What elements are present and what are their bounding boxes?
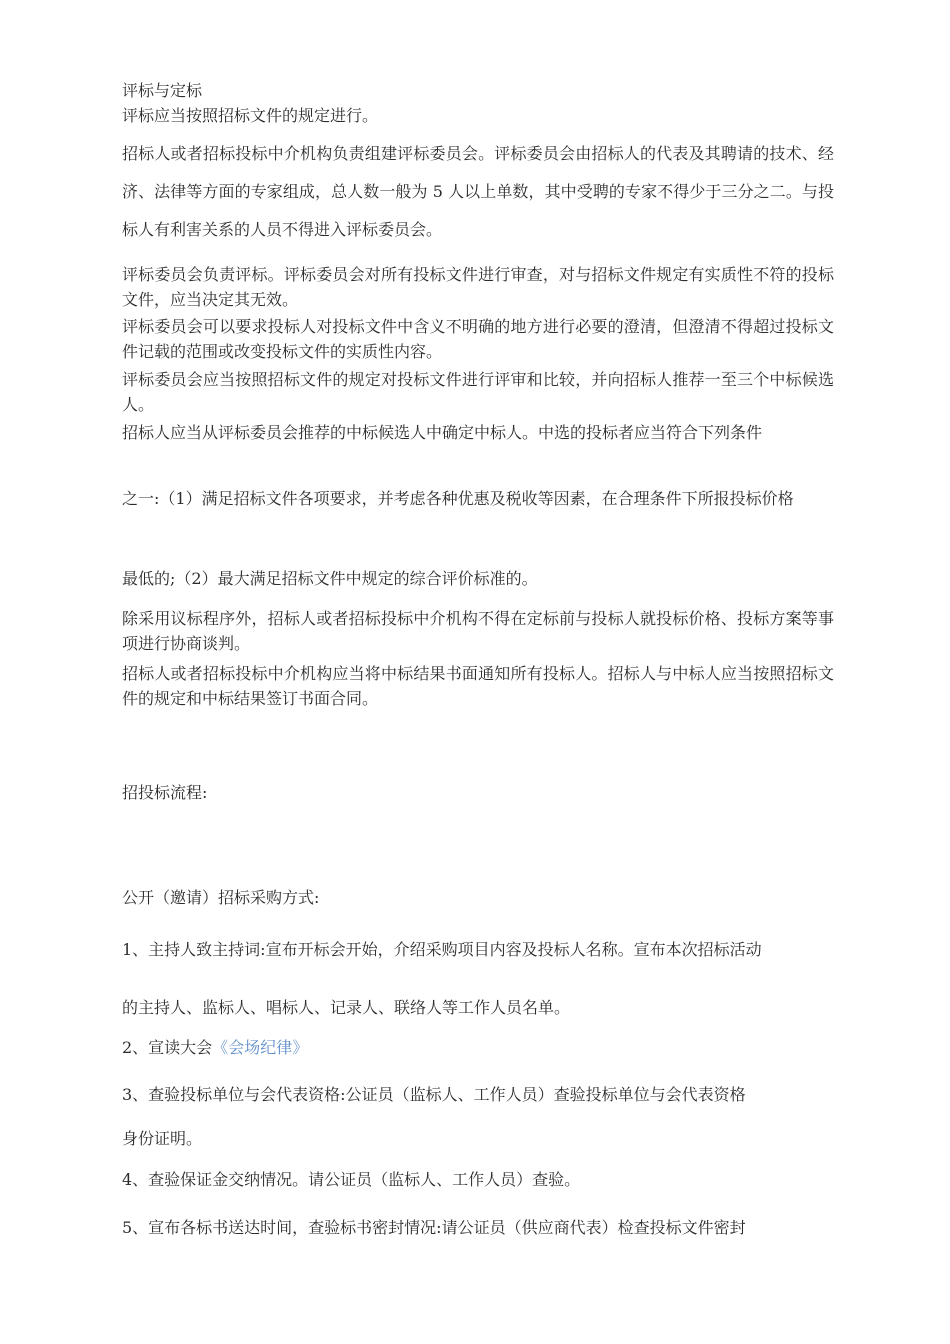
step-3-line-a: 3、查验投标单位与会代表资格:公证员（监标人、工作人员）查验投标单位与会代表资格: [122, 1085, 746, 1104]
paragraph-evaluate: 评标委员会负责评标。评标委员会对所有投标文件进行审查，对与招标文件规定有实质性不符的投标文件，应当决定其无效。: [122, 265, 834, 309]
step-5: 5、宣布各标书送达时间，查验标书密封情况:请公证员（供应商代表）检查投标文件密封: [122, 1218, 746, 1237]
section-title-evaluation: 评标与定标: [122, 81, 203, 100]
paragraph-condition-2: 最低的;（2）最大满足招标文件中规定的综合评价标准的。: [122, 569, 538, 588]
paragraph-condition-1: 之一:（1）满足招标文件各项要求，并考虑各种优惠及税收等因素，在合理条件下所报投标价格: [122, 489, 794, 508]
section-title-public-tender: 公开（邀请）招标采购方式:: [122, 888, 320, 907]
step-1-line-b: 的主持人、监标人、唱标人、记录人、联络人等工作人员名单。: [122, 998, 571, 1017]
paragraph-determine: 招标人应当从评标委员会推荐的中标候选人中确定中标人。中选的投标者应当符合下列条件: [122, 423, 763, 442]
paragraph-compare: 评标委员会应当按照招标文件的规定对投标文件进行评审和比较，并向招标人推荐一至三个中标候选人。: [122, 370, 834, 414]
section-title-process: 招投标流程:: [122, 783, 208, 802]
paragraph-committee: 招标人或者招标投标中介机构负责组建评标委员会。评标委员会由招标人的代表及其聘请的技术、经济、法律等方面的专家组成，总人数一般为 5 人以上单数，其中受聘的专家不得少于三分之二。与投标人有利害关系的人员不得进入评标委员会。: [122, 144, 834, 239]
step-3-line-b: 身份证明。: [122, 1129, 203, 1148]
step-1-line-a: 1、主持人致主持词:宣布开标会开始，介绍采购项目内容及投标人名称。宣布本次招标活动: [122, 940, 762, 959]
paragraph-clarify: 评标委员会可以要求投标人对投标文件中含义不明确的地方进行必要的澄清，但澄清不得超过投标文件记载的范围或改变投标文件的实质性内容。: [122, 317, 834, 361]
paragraph-notify: 招标人或者招标投标中介机构应当将中标结果书面通知所有投标人。招标人与中标人应当按照招标文件的规定和中标结果签订书面合同。: [122, 664, 834, 708]
step-2: [122, 1035, 834, 1060]
step-2-text: 2、宣读大会: [122, 1038, 213, 1057]
step-4: 4、查验保证金交纳情况。请公证员（监标人、工作人员）查验。: [122, 1170, 581, 1189]
meeting-rules-link[interactable]: 《会场纪律》: [212, 1038, 309, 1057]
paragraph-negotiate: 除采用议标程序外，招标人或者招标投标中介机构不得在定标前与投标人就投标价格、投标方案等事项进行协商谈判。: [122, 609, 834, 653]
paragraph-intro: 评标应当按照招标文件的规定进行。: [122, 106, 379, 125]
